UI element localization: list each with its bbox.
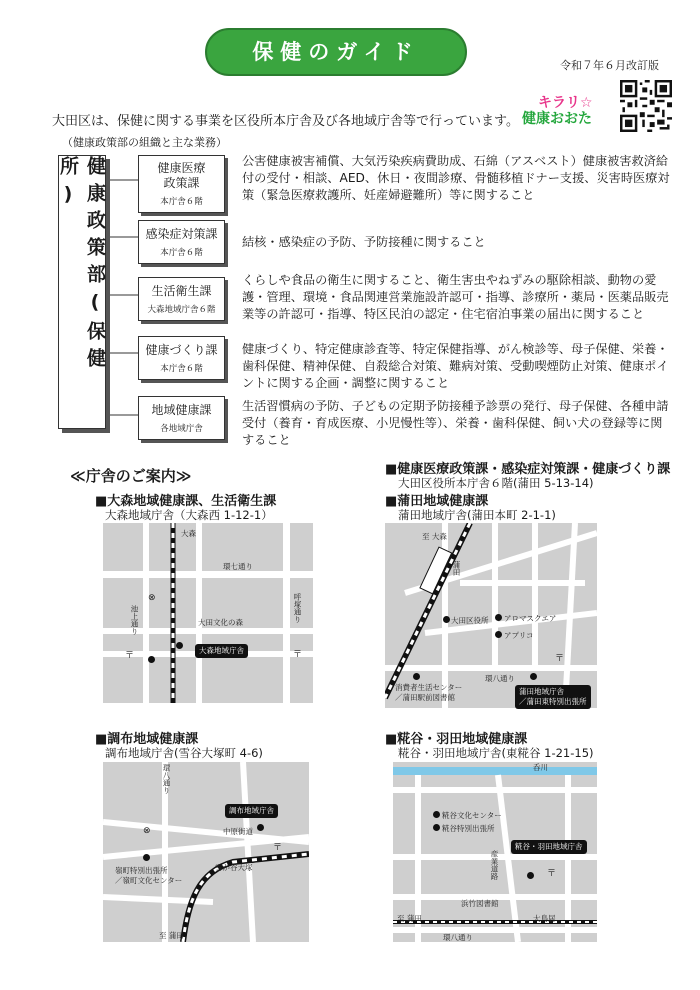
label-harukawa: 呑川 xyxy=(533,763,548,772)
post-office-icon: 〒 xyxy=(293,650,303,660)
section-box-kenko-zukuri xyxy=(138,336,225,380)
map-title-chofu: ■調布地域健康課 xyxy=(95,732,199,747)
post-office-icon: 〒 xyxy=(555,654,565,664)
label-kan8: 環八通り xyxy=(443,933,473,942)
org-caption: （健康政策部の組織と主な業務） xyxy=(62,136,227,149)
page-title: 保健のガイド xyxy=(205,28,467,76)
section-name: 地域健康課 xyxy=(151,402,212,417)
post-office-icon: 〒 xyxy=(273,843,283,853)
section-floor: 各地域庁舎 xyxy=(160,423,203,434)
label-shohisha-center: 消費者生活センター ／蒲田駅前図書館 xyxy=(395,683,463,702)
section-box-kenko-iryo xyxy=(138,155,225,213)
label-aroma-square: アロマスクエア xyxy=(504,614,557,623)
section-box-kansensho xyxy=(138,220,225,264)
map-omori xyxy=(103,523,313,703)
location-marker xyxy=(495,631,502,638)
section-name: 健康づくり課 xyxy=(145,342,218,357)
location-marker xyxy=(433,824,440,831)
section-name: 生活衛生課 xyxy=(151,283,212,298)
label-yukigaya-otsuka: 雪が谷大塚 xyxy=(215,863,253,872)
intro-text: 大田区は、保健に関する事業を区役所本庁舎及び各地域庁舎等で行っています。 xyxy=(52,114,519,129)
section-name: 健康医療 政策課 xyxy=(157,161,206,190)
label-kojiya-bunka: 糀谷文化センター xyxy=(442,811,502,820)
road-ikegami xyxy=(143,523,149,703)
section-floor: 本庁舎６階 xyxy=(160,247,203,258)
label-kan7: 環七通り xyxy=(223,562,253,571)
road xyxy=(196,523,202,703)
label-to-kamata: 至 蒲田 xyxy=(397,914,422,923)
revision-date: 令和７年６月改訂版 xyxy=(560,59,659,72)
tag-omori-chosha: 大森地域庁舎 xyxy=(195,644,248,658)
label-kamata-station: 蒲田 xyxy=(452,561,461,576)
label-hara: 呼塚通り xyxy=(293,593,302,623)
location-marker xyxy=(148,656,155,663)
honcho-address: 大田区役所本庁舎６階(蒲田 5-13-14) xyxy=(398,476,594,490)
section-desc-kenko-iryo: 公害健康被害補償、大気汚染疾病費助成、石綿（アスベスト）健康被害救済給付の受付・相談、AED、休日・夜間診療、骨髄移植ドナー支援、災害時医療対策（緊急医療救護所、妊産婦避難所）等に関すること xyxy=(242,154,670,202)
label-hamatake: 浜竹図書館 xyxy=(461,899,499,908)
section-desc-kenko-zukuri: 健康づくり、特定健康診査等、特定保健指導、がん検診等、母子保健、栄養・歯科保健、精神保健、自殺総合対策、難病対策、受動喫煙防止対策、健康ポイントに関する企画・調整に関すること xyxy=(242,342,669,390)
label-kan8: 環八通り xyxy=(485,674,515,683)
logo-kirari: キラリ☆ xyxy=(538,95,593,111)
label-to-kamata: 至 蒲田 xyxy=(159,931,184,940)
tag-kojiya-chosha: 糀谷・羽田地域庁舎 xyxy=(511,840,587,854)
location-marker xyxy=(257,824,264,831)
road xyxy=(283,523,290,703)
map-title-kamata: ■蒲田地域健康課 xyxy=(385,494,489,509)
section-floor: 大森地域庁舎６階 xyxy=(147,304,216,315)
tag-kamata-chosha: 蒲田地域庁舎 ／蒲田東特別出張所 xyxy=(515,685,591,709)
road-kan7 xyxy=(103,571,313,578)
map-subtitle-kojiya: 糀谷・羽田地域庁舎(東糀谷 1-21-15) xyxy=(398,746,594,760)
section-desc-chiiki-kenko: 生活習慣病の予防、子どもの定期予防接種予診票の発行、母子保健、各種申請受付（養育・育成医療、小児慢性等）、栄養・歯科保健、飼い犬の登録等に関すること xyxy=(242,399,669,447)
department-name: 健康政策部(保健所) xyxy=(57,156,106,375)
location-marker xyxy=(527,872,534,879)
label-aprico: アプリコ xyxy=(504,631,534,640)
map-kojiya xyxy=(393,762,597,942)
map-subtitle-omori: 大森地域庁舎（大森西 1-12-1） xyxy=(105,508,273,522)
section-floor: 本庁舎６階 xyxy=(160,363,203,374)
railway-line xyxy=(169,523,177,703)
label-otorii: 大鳥居 xyxy=(533,914,556,923)
map-subtitle-kamata: 蒲田地域庁舎(蒲田本町 2-1-1) xyxy=(398,508,556,522)
location-marker xyxy=(413,673,420,680)
map-kamata xyxy=(385,523,597,708)
location-marker xyxy=(143,854,150,861)
qr-code-icon xyxy=(620,80,672,132)
police-icon: ⊗ xyxy=(148,593,156,603)
section-box-seikatsu-eisei xyxy=(138,277,225,321)
location-marker xyxy=(495,614,502,621)
map-chofu xyxy=(103,762,309,942)
label-kojiya-shucho: 糀谷特別出張所 xyxy=(442,824,495,833)
section-box-chiiki-kenko xyxy=(138,396,225,440)
post-office-icon: 〒 xyxy=(125,651,135,661)
label-to-omori: 至 大森 xyxy=(422,532,447,541)
honcho-heading: ■健康医療政策課・感染症対策課・健康づくり課 xyxy=(385,462,671,477)
map-title-kojiya: ■糀谷・羽田地域健康課 xyxy=(385,732,528,747)
label-nakahara-kaido: 中原街道 xyxy=(223,827,253,836)
section-name: 感染症対策課 xyxy=(145,226,218,241)
guide-heading: ≪庁舎のご案内≫ xyxy=(70,467,192,485)
label-bunka-no-mori: 大田文化の森 xyxy=(198,618,243,627)
tag-chofu-chosha: 調布地域庁舎 xyxy=(225,804,278,818)
section-desc-kansensho: 結核・感染症の予防、予防接種に関すること xyxy=(242,235,486,249)
department-box xyxy=(58,155,106,429)
label-omori: 大森 xyxy=(181,529,196,538)
label-sangyo-doro: 産業道路 xyxy=(490,850,499,880)
label-kan8: 環八通り xyxy=(162,764,171,794)
map-title-omori: ■大森地域健康課、生活衛生課 xyxy=(95,494,277,509)
map-subtitle-chofu: 調布地域庁舎(雪谷大塚町 4-6) xyxy=(105,746,263,760)
post-office-icon: 〒 xyxy=(547,869,557,879)
section-floor: 本庁舎６階 xyxy=(160,197,203,207)
label-reimachi: 嶺町特別出張所 ／嶺町文化センター xyxy=(115,866,183,885)
police-icon: ⊗ xyxy=(143,826,151,836)
label-ikegami: 池上通り xyxy=(130,605,139,635)
location-marker xyxy=(443,616,450,623)
section-desc-seikatsu-eisei: くらしや食品の衛生に関すること、衛生害虫やねずみの駆除相談、動物の愛護・管理、環境・食品関連営業施設許認可・指導、診療所・薬局・医薬品販売業等の許認可・指導、特区民泊の認定・住宅宿泊事業の届出に関すること xyxy=(242,273,669,321)
label-kuyakusho: 大田区役所 xyxy=(451,616,489,625)
location-marker xyxy=(433,811,440,818)
location-marker xyxy=(176,642,183,649)
logo-kenko-ota: 健康おおた xyxy=(522,111,592,127)
location-marker xyxy=(530,673,537,680)
